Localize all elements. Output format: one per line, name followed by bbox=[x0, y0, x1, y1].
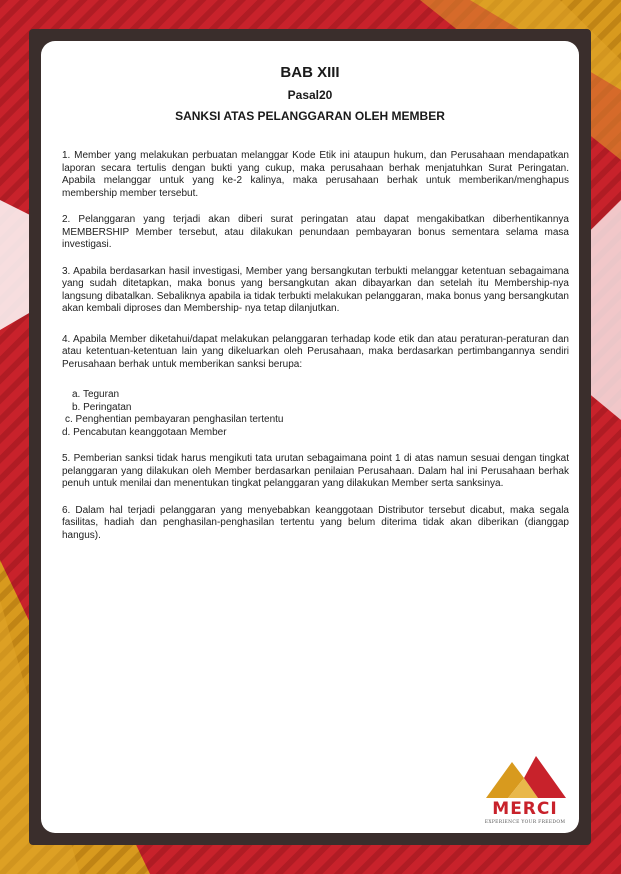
article-heading: Pasal20 bbox=[287, 88, 333, 102]
document-header bbox=[41, 63, 579, 124]
logo-tagline: EXPERIENCE YOUR FREEDOM bbox=[484, 820, 566, 825]
paragraph-6: 6. Dalam hal terjadi pelanggaran yang menyebabkan keanggotaan Distributor tersebut dicabut, maka segala fasilitas, hadiah dan penghasilan-penghasilan tertentu yang belum diterima tidak akan diberikan (dianggap hangus). bbox=[62, 504, 569, 541]
section-title: SANKSI ATAS PELANGGARAN OLEH MEMBER bbox=[175, 109, 445, 123]
chapter-heading: BAB XIII bbox=[280, 64, 340, 81]
sanction-item: c. Penghentian pembayaran penghasilan tertentu bbox=[65, 414, 284, 425]
paragraph-1: 1. Member yang melakukan perbuatan melanggar Kode Etik ini ataupun hukum, dan Perusahaan mendapatkan laporan secara tertulis dengan bukti yang cukup, maka perusahaan berhak menjatuhkan Surat Peringatan. Apabila melanggar untuk yang ke-2 kalinya, maka perusahaan berhak untuk memberikan/menghapus membership member tersebut. bbox=[62, 150, 569, 199]
document-body bbox=[62, 150, 569, 542]
logo-wordmark: MERCI bbox=[492, 799, 558, 819]
sanction-item: d. Pencabutan keanggotaan Member bbox=[62, 426, 227, 438]
sanctions-list bbox=[62, 389, 569, 439]
sanction-item: b. Peringatan bbox=[72, 401, 132, 413]
paragraph-2: 2. Pelanggaran yang terjadi akan diberi surat peringatan atau dapat mengakibatkan diberhentikannya MEMBERSHIP Member tersebut, atau dilakukan penundaan pembayaran bonus sementara selama masa investigasi. bbox=[62, 214, 569, 250]
paragraph-3: 3. Apabila berdasarkan hasil investigasi, Member yang bersangkutan terbukti melanggar ketentuan sebagaimana yang sudah ditetapkan, maka bonus yang bersangkutan akan dibayarkan dan setelah itu Membership-nya langsung dibatalkan. Sebaliknya apabila ia tidak terbukti melakukan pelanggaran, maka bonus yang bersangkutan akan kembali diproses dan Membership- nya tetap dilanjutkan. bbox=[62, 265, 569, 314]
paragraph-5: 5. Pemberian sanksi tidak harus mengikuti tata urutan sebagaimana point 1 di atas namun sesuai dengan tingkat pelanggaran yang dilakukan oleh Member berdasarkan penilaian Perusahaan. Dalam hal ini Perusahaan berhak penuh untuk menilai dan menentukan tingkat pelanggaran yang dilakukan Member serta sanksinya. bbox=[62, 453, 569, 489]
sanction-item: a. Teguran bbox=[72, 389, 120, 400]
paragraph-4: 4. Apabila Member diketahui/dapat melakukan pelanggaran terhadap kode etik dan atau peraturan-peraturan dan atau ketentuan-ketentuan lain yang dikeluarkan oleh Perusahaan, maka berdasarkan pertimbangannya sendiri Perusahaan berhak untuk memberikan sanksi berupa: bbox=[62, 333, 569, 370]
